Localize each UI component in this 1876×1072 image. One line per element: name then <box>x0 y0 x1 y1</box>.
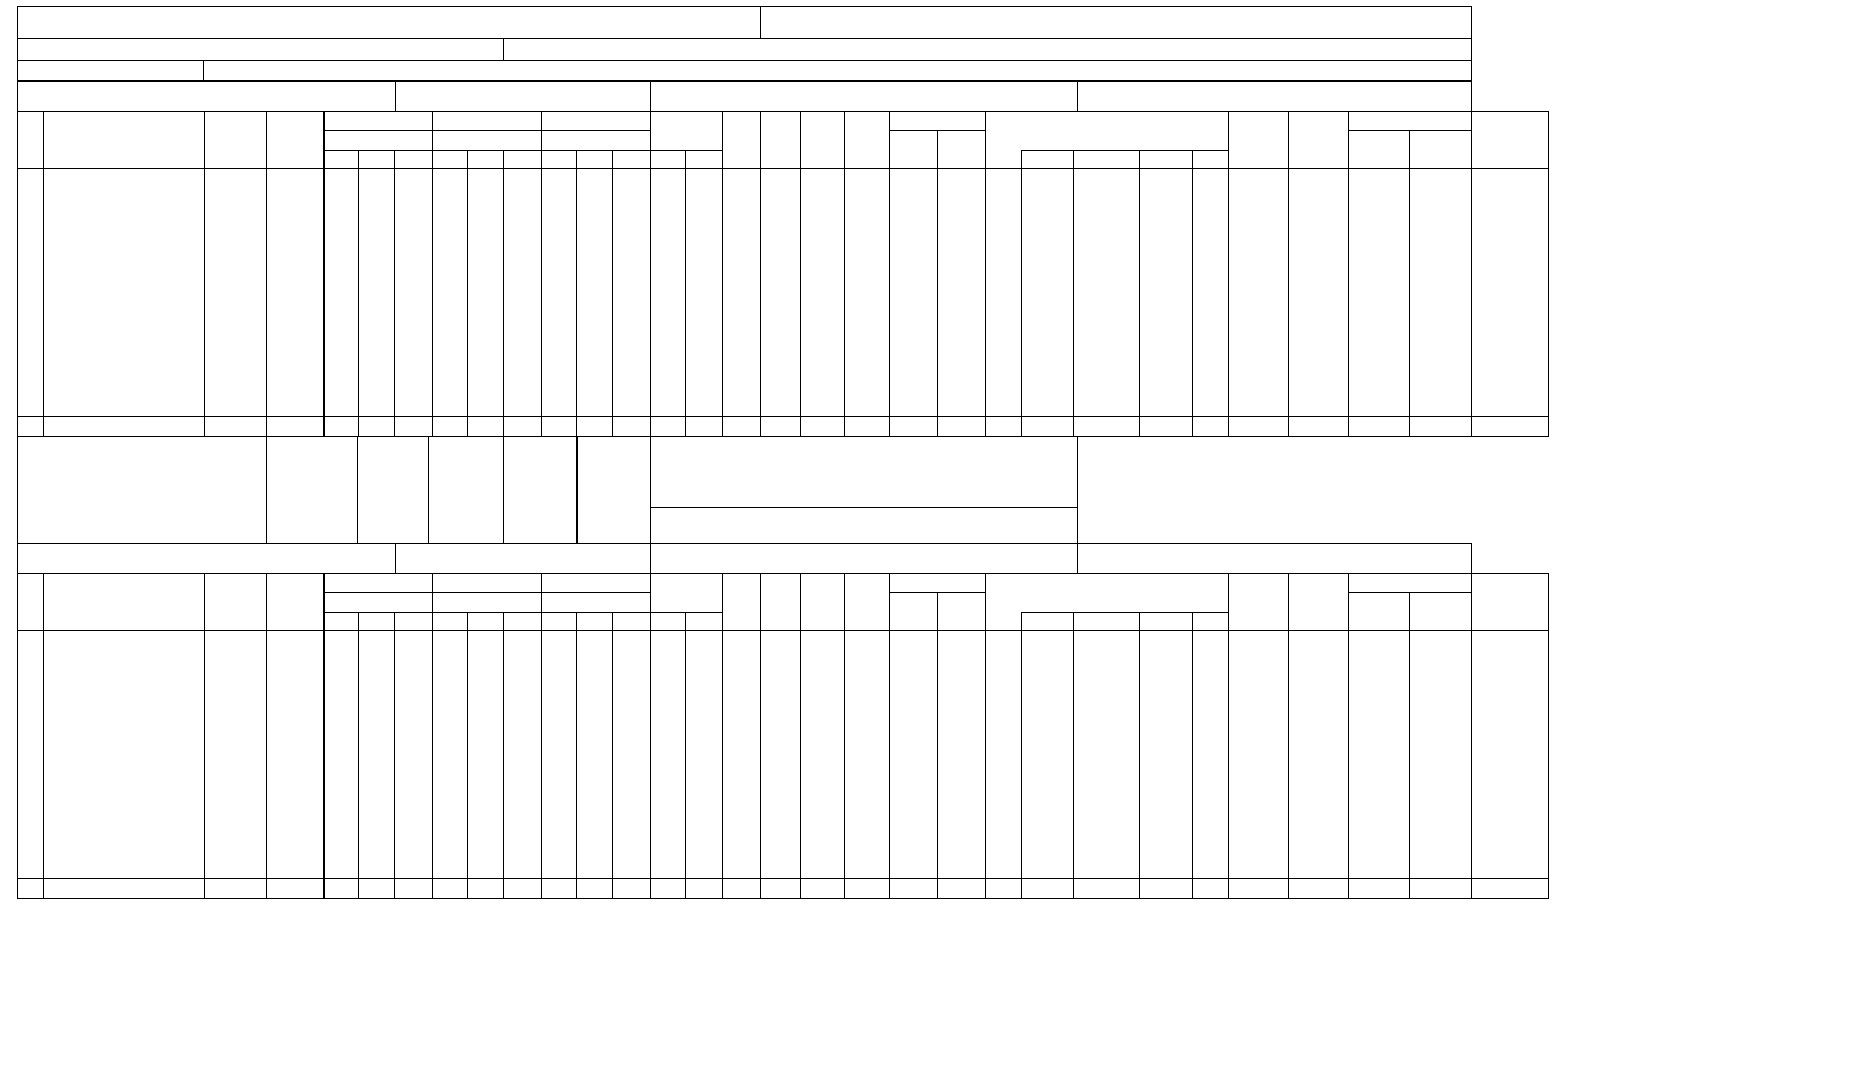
grid-line <box>323 111 325 437</box>
grid-line <box>1471 573 1472 899</box>
grid-line <box>323 592 651 593</box>
grid-line <box>685 612 686 899</box>
grid-line <box>17 111 18 437</box>
grid-line <box>889 111 890 437</box>
grid-line <box>394 150 395 437</box>
grid-line <box>1471 543 1472 574</box>
grid-line <box>541 592 542 899</box>
grid-line <box>722 111 723 437</box>
grid-line <box>467 150 468 437</box>
grid-line <box>1471 111 1472 437</box>
grid-line <box>17 436 1549 437</box>
grid-line <box>1548 111 1549 437</box>
grid-line <box>17 573 18 899</box>
grid-line <box>17 416 1549 417</box>
grid-line <box>503 150 504 437</box>
grid-line <box>1192 150 1193 437</box>
grid-line <box>800 111 801 437</box>
grid-line <box>358 150 359 437</box>
grid-line <box>1471 81 1472 112</box>
grid-line <box>17 6 1472 7</box>
grid-line <box>17 60 1472 61</box>
grid-line <box>503 38 504 61</box>
grid-line <box>650 81 651 112</box>
grid-line <box>1139 612 1140 899</box>
grid-line <box>1228 111 1229 437</box>
grid-line <box>1348 592 1472 593</box>
grid-line <box>650 573 651 899</box>
grid-line <box>1288 111 1289 437</box>
grid-line <box>1409 130 1410 437</box>
grid-line <box>800 573 801 899</box>
grid-line <box>576 150 577 437</box>
grid-line <box>541 130 542 437</box>
grid-line <box>1348 573 1349 899</box>
grid-line <box>576 437 578 544</box>
grid-line <box>43 573 44 899</box>
grid-line <box>323 130 651 131</box>
grid-line <box>937 592 938 899</box>
grid-line <box>650 437 651 544</box>
grid-line <box>1348 111 1349 437</box>
grid-line <box>937 130 938 437</box>
grid-line <box>1021 150 1229 151</box>
grid-line <box>844 573 845 899</box>
grid-line <box>1288 573 1289 899</box>
grid-line <box>17 878 1549 879</box>
grid-line <box>576 612 577 899</box>
grid-line <box>844 111 845 437</box>
grid-line <box>1409 592 1410 899</box>
grid-line <box>985 111 986 437</box>
grid-line <box>17 81 18 112</box>
grid-line <box>1077 543 1078 574</box>
grid-line <box>17 437 18 544</box>
grid-line <box>503 612 504 899</box>
grid-line <box>395 81 396 112</box>
grid-line <box>17 543 18 574</box>
grid-line <box>358 612 359 899</box>
grid-line <box>985 573 986 899</box>
grid-line <box>43 111 44 437</box>
grid-line <box>203 60 204 81</box>
grid-line <box>1021 612 1022 899</box>
grid-line <box>432 130 433 437</box>
grid-line <box>17 111 1549 112</box>
grid-line <box>760 111 761 437</box>
grid-line <box>467 612 468 899</box>
grid-line <box>685 150 686 437</box>
grid-line <box>17 6 18 81</box>
grid-line <box>1548 573 1549 899</box>
grid-line <box>17 898 1549 899</box>
grid-line <box>650 111 651 437</box>
grid-line <box>17 168 1549 169</box>
grid-line <box>1021 612 1229 613</box>
grid-line <box>17 573 1549 574</box>
grid-line <box>394 612 395 899</box>
grid-line <box>266 437 267 544</box>
grid-line <box>612 612 613 899</box>
grid-line <box>1073 612 1074 899</box>
grid-line <box>357 437 358 544</box>
grid-line <box>323 150 723 151</box>
grid-line <box>204 573 205 899</box>
grid-line <box>760 573 761 899</box>
grid-line <box>17 630 1549 631</box>
grid-line <box>266 111 267 437</box>
grid-line <box>760 6 761 39</box>
grid-line <box>889 573 890 899</box>
grid-line <box>266 573 267 899</box>
grid-line <box>432 592 433 899</box>
grid-line <box>323 573 325 899</box>
grid-line <box>428 437 429 544</box>
grid-line <box>17 81 1472 82</box>
grid-line <box>1139 150 1140 437</box>
grid-line <box>1228 573 1229 899</box>
grid-line <box>395 543 396 574</box>
grid-line <box>1192 612 1193 899</box>
grid-line <box>1077 81 1078 112</box>
grid-line <box>17 38 1472 39</box>
grid-line <box>1471 6 1472 81</box>
grid-line <box>650 507 1078 508</box>
grid-line <box>1021 150 1022 437</box>
grid-line <box>503 437 504 544</box>
grid-line <box>1073 150 1074 437</box>
grid-line <box>204 111 205 437</box>
grid-line <box>1077 437 1078 544</box>
grid-line <box>1348 130 1472 131</box>
grid-line <box>650 543 651 574</box>
grid-line <box>323 612 723 613</box>
grid-line <box>722 573 723 899</box>
grid-line <box>17 543 1472 544</box>
grid-line <box>612 150 613 437</box>
